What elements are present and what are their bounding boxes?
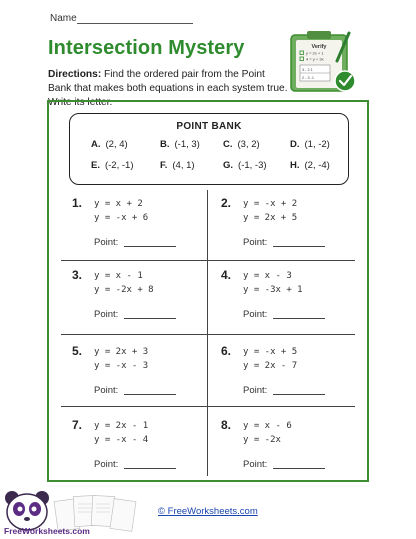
point-bank-item: E. (-2, -1): [91, 160, 134, 171]
answer-blank[interactable]: [124, 246, 176, 247]
point-label: Point:: [94, 385, 119, 396]
directions-text: Find the ordered pair from the Point Bank that makes both equations in each system true. Write its letter.: [48, 69, 288, 108]
problem-number: 3.: [72, 268, 83, 282]
point-bank-item: H. (2, -4): [290, 160, 330, 171]
row-divider: [61, 260, 355, 261]
check-badge-icon: [335, 71, 355, 91]
point-label: Point:: [94, 237, 119, 248]
equation: y = -3x + 1: [243, 285, 303, 295]
point-label: Point:: [243, 385, 268, 396]
footer-link[interactable]: © FreeWorksheets.com: [158, 506, 258, 517]
point-label: Point:: [243, 237, 268, 248]
answer-blank[interactable]: [124, 468, 176, 469]
equation: y = x - 3: [243, 271, 292, 281]
problem-number: 8.: [221, 418, 232, 432]
equation: y = -x + 5: [243, 347, 298, 357]
name-label: Name: [50, 13, 77, 24]
equation: y = x - 1: [94, 271, 143, 281]
worksheet-title: Intersection Mystery: [48, 37, 245, 59]
column-divider: [207, 190, 208, 476]
equation: y = -2x: [243, 435, 281, 445]
equation: y = -x - 3: [94, 361, 149, 371]
row-divider: [61, 406, 355, 407]
answer-blank[interactable]: [124, 318, 176, 319]
answer-blank[interactable]: [273, 394, 325, 395]
point-bank-item: G. (-1, -3): [223, 160, 267, 171]
row-divider: [61, 334, 355, 335]
verify-grid-top: 3 - 2 1: [302, 68, 313, 72]
equation: y = 2x - 7: [243, 361, 298, 371]
point-bank-item: F. (4, 1): [160, 160, 195, 171]
answer-blank[interactable]: [273, 318, 325, 319]
point-label: Point:: [94, 459, 119, 470]
point-bank-item: C. (3, 2): [223, 139, 260, 150]
equation: y = -x + 6: [94, 213, 149, 223]
equation: y = -x - 4: [94, 435, 149, 445]
equation: y = x - 6: [243, 421, 292, 431]
answer-blank[interactable]: [273, 468, 325, 469]
point-bank-item: A. (2, 4): [91, 139, 128, 150]
point-label: Point:: [243, 459, 268, 470]
directions-label: Directions:: [48, 69, 102, 80]
answer-blank[interactable]: [124, 394, 176, 395]
problem-number: 7.: [72, 418, 83, 432]
equation: y = -x + 2: [243, 199, 298, 209]
equation: y = 2x - 1: [94, 421, 149, 431]
verify-row2: 4 = y + 3x: [306, 56, 324, 62]
point-label: Point:: [94, 309, 119, 320]
point-bank-item: B. (-1, 3): [160, 139, 200, 150]
problem-number: 1.: [72, 196, 83, 210]
name-line[interactable]: [77, 23, 193, 24]
equation: y = 2x + 3: [94, 347, 149, 357]
point-bank-title: POINT BANK: [176, 121, 242, 132]
answer-blank[interactable]: [273, 246, 325, 247]
verify-row1: y = 2x + 1: [306, 50, 324, 56]
verify-clipboard-icon: [289, 29, 359, 93]
problem-number: 5.: [72, 344, 83, 358]
point-bank-item: D. (1, -2): [290, 139, 330, 150]
equation: y = 2x + 5: [243, 213, 298, 223]
brand-logo-text: FreeWorksheets.com: [4, 526, 90, 536]
problem-number: 2.: [221, 196, 232, 210]
problem-number: 6.: [221, 344, 232, 358]
equation: y = -2x + 8: [94, 285, 154, 295]
equation: y = x + 2: [94, 199, 143, 209]
problem-number: 4.: [221, 268, 232, 282]
verify-label: Verify: [311, 44, 327, 50]
point-label: Point:: [243, 309, 268, 320]
verify-grid-bottom: 2 - 3 -1: [302, 76, 315, 80]
